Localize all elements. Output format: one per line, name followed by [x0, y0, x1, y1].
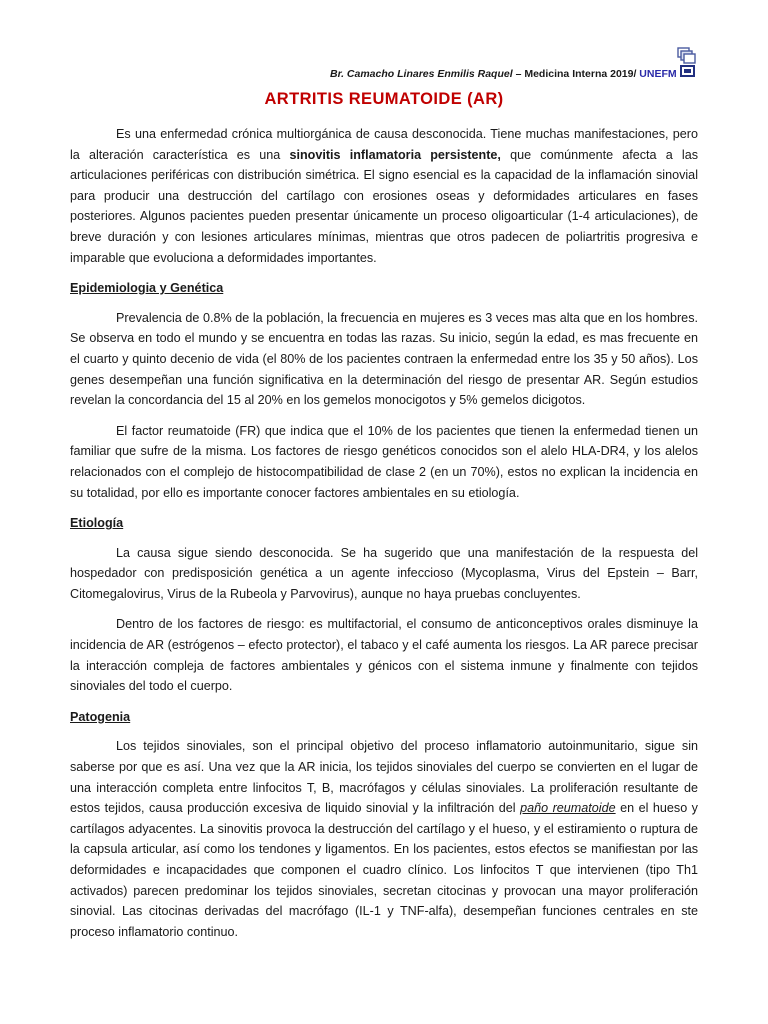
patogenia-paragraph-1	[70, 736, 698, 942]
patogenia-text-end: en el hueso y cartílagos adyacentes. La sinovitis provoca la destrucción del cartílago y el hueso, y el estiramiento o ruptura de la capsula articular, así como los tendones y ligamentos. En los pacientes, estos efectos se manifiestan por las deformidades e incapacidades que componen el cuadro clínico. Los linfocitos T que intervienen (tipo Th1 activados) parecen predominar los tejidos sinoviales, secretan citocinas y provocan una mayor proliferación sinovial. Las citocinas derivadas del macrófago (IL-1 y TNF-alfa), desempeñan funciones centrales en ste proceso inflamatorio continuo.	[70, 801, 698, 939]
header-author: Br. Camacho Linares Enmilis Raquel	[330, 68, 513, 80]
epidemiologia-paragraph-2: El factor reumatoide (FR) que indica que el 10% de los pacientes que tienen la enfermedad tienen un familiar que sufre de la misma. Los factores de riesgo genéticos conocidos son el alelo HLA-DR4, y los alelos relacionados con el complejo de histocompatibilidad de clase 2 (en un 70%), estos no explican la incidencia en su totalidad, por ello es importante conocer factores ambientales en su etiología.	[70, 423, 698, 500]
stacked-documents-icon	[676, 46, 698, 78]
document-body	[70, 124, 698, 952]
intro-text-start: Es una enfermedad crónica multiorgánica de causa desconocida. Tiene muchas manifestaciones, pero la alteración característica es una	[70, 127, 698, 162]
intro-paragraph	[70, 124, 698, 268]
header-course: Medicina Interna 2019/	[524, 68, 637, 80]
section-heading-epidemiologia: Epidemiologia y Genética	[70, 281, 224, 296]
etiologia-paragraph-2: Dentro de los factores de riesgo: es multifactorial, el consumo de anticonceptivos orales disminuye la incidencia de AR (estrógenos – efecto protector), el tabaco y el café aumenta los riesgos. La AR parece precisar la interacción compleja de factores ambientales y génicos con el sistema inmune y finalmente con tejidos sinoviales del todo el cuerpo.	[70, 617, 698, 694]
section-heading-etiologia: Etiología	[70, 516, 124, 531]
patogenia-text-start: Los tejidos sinoviales, son el principal objetivo del proceso inflamatorio autoinmunitario, sigue sin saberse por que es así. Una vez que la AR inicia, los tejidos sinoviales del cuerpo se convierten en el lugar de una interacción completa entre linfocitos T, B, macrófagos y células sinoviales. La proliferación resultante de estos tejidos, causa producción excesiva de liquido sinovial y la infiltración del	[70, 739, 698, 816]
header-institution: UNEFM	[636, 68, 677, 80]
etiologia-paragraph-1: La causa sigue siendo desconocida. Se ha sugerido que una manifestación de la respuesta del hospedador con predisposición genética a un agente infeccioso (Mycoplasma, Virus del Epstein – Barr, Citomegalovirus, Virus de la Rubeola y Parvovirus), aunque no haya pruebas concluyentes.	[70, 545, 698, 601]
intro-text-end: que comúnmente afecta a las articulaciones periféricas con distribución simétrica. El signo esencial es la capacidad de la inflamación sinovial para producir una destrucción del cartílago con erosiones oseas y deformidades articulares en fases posteriores. Algunos pacientes pueden presentar únicamente un proceso oligoarticular (1-4 articulaciones), de breve duración y con lesiones articulares mínimas, mientras que otros padecen de poliartritis progresiva e imparable que evoluciona a deformidades importantes.	[70, 147, 698, 265]
header-separator: –	[512, 68, 525, 80]
document-title: ARTRITIS REUMATOIDE (AR)	[264, 90, 504, 108]
epidemiologia-paragraph-1: Prevalencia de 0.8% de la población, la frecuencia en mujeres es 3 veces mas alta que en los hombres. Se observa en todo el mundo y se encuentra en todas las razas. Su inicio, según la edad, es mas frecuente en el cuarto y quinto decenio de vida (el 80% de los pacientes contraen la enfermedad entre los 35 y 50 años). Los genes desempeñan una función significativa en la determinación del riesgo de presentar AR. Según estudios revelan la concordancia del 15 al 20% en los gemelos monocigotos y 5% gemelos dicigotos.	[70, 310, 698, 408]
page-header	[330, 68, 677, 80]
patogenia-underlined-term: paño reumatoide	[520, 801, 616, 816]
section-heading-patogenia: Patogenia	[70, 709, 131, 724]
intro-bold-term: sinovitis inflamatoria persistente,	[289, 147, 501, 162]
